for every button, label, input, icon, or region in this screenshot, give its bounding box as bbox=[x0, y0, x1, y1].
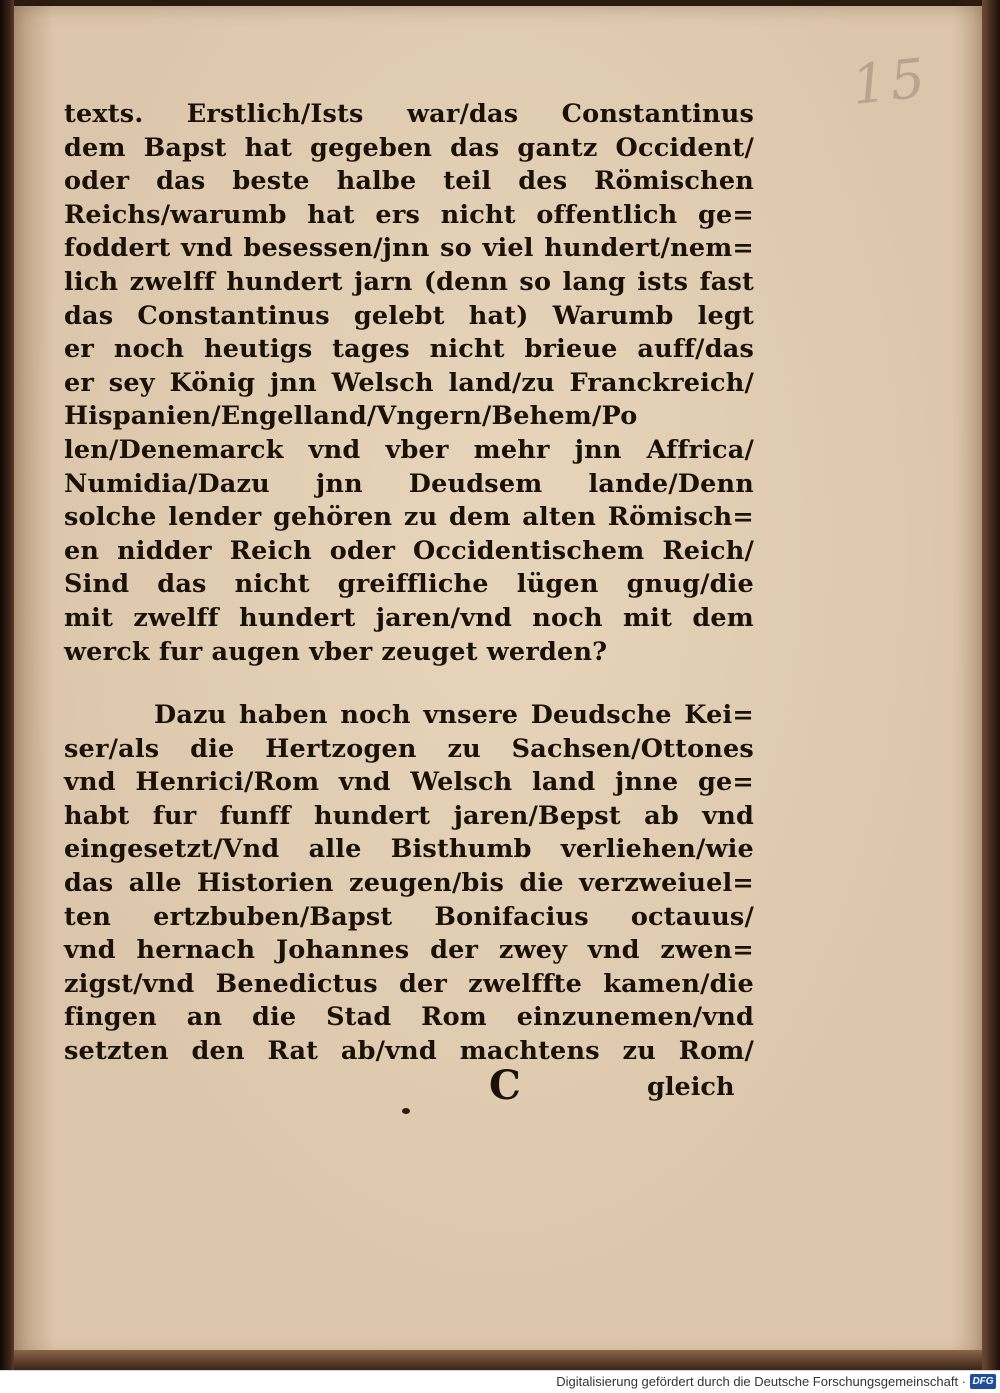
text-line: eingesetzt/Vnd alle Bisthumb verliehen/wie bbox=[64, 834, 754, 865]
text-line: lich zwelff hundert jarn (denn so lang ists fast bbox=[64, 266, 754, 297]
text-line: das Constantinus gelebt hat) Warumb legt bbox=[64, 300, 754, 331]
text-line: werck fur augen vber zeuget werden? bbox=[64, 636, 608, 667]
text-line: mit zwelff hundert jaren/vnd noch mit dem bbox=[64, 602, 754, 633]
text-line: er sey König jnn Welsch land/zu Franckreich/ bbox=[64, 367, 754, 398]
catchword: gleich bbox=[647, 1072, 735, 1102]
folio-number: 15 bbox=[848, 46, 932, 117]
dfg-logo-icon: DFG bbox=[970, 1374, 996, 1389]
text-line: vnd hernach Johannes der zwey vnd zwen= bbox=[64, 935, 754, 966]
book-fore-edge bbox=[982, 0, 1000, 1370]
text-line: solche lender gehören zu dem alten Römisch= bbox=[64, 502, 754, 533]
text-line: habt fur funff hundert jaren/Bepst ab vnd bbox=[64, 800, 754, 831]
book-bottom-edge bbox=[14, 1350, 982, 1370]
text-line: ten ertzbuben/Bapst Bonifacius octauus/ bbox=[64, 901, 754, 932]
book-binding-edge bbox=[0, 0, 14, 1370]
text-line: setzten den Rat ab/vnd machtens zu Rom/ bbox=[64, 1036, 754, 1067]
page-footer-marks bbox=[64, 1062, 754, 1109]
paragraph-gap bbox=[64, 669, 754, 699]
signature-mark: C bbox=[489, 1062, 521, 1109]
digitization-footer bbox=[0, 1370, 1000, 1393]
ink-speck bbox=[402, 1108, 410, 1114]
text-line: zigst/vnd Benedictus der zwelffte kamen/die bbox=[64, 968, 754, 999]
text-line: texts. Erstlich/Ists war/das Constantinus bbox=[64, 99, 754, 129]
paragraph-1 bbox=[64, 98, 754, 669]
text-line: Sind das nicht greiffliche lügen gnug/die bbox=[64, 569, 754, 600]
text-line: Reichs/warumb hat ers nicht offentlich ge= bbox=[64, 199, 754, 230]
text-line: ser/als die Hertzogen zu Sachsen/Ottones bbox=[64, 733, 754, 764]
text-line: Numidia/Dazu jnn Deudsem lande/Denn bbox=[64, 468, 754, 499]
text-line: das alle Historien zeugen/bis die verzweiuel= bbox=[64, 868, 754, 899]
book-page bbox=[14, 6, 982, 1358]
text-line: len/Denemarck vnd vber mehr jnn Affrica/ bbox=[64, 434, 754, 465]
text-line: en nidder Reich oder Occidentischem Reich/ bbox=[64, 535, 754, 566]
text-line: fingen an die Stad Rom einzunemen/vnd bbox=[64, 1002, 754, 1033]
text-line: vnd Henrici/Rom vnd Welsch land jnne ge= bbox=[64, 767, 754, 798]
funding-notice: Digitalisierung gefördert durch die Deutsche Forschungsgemeinschaft · bbox=[556, 1374, 966, 1389]
paragraph-2 bbox=[64, 699, 754, 1069]
text-line: oder das beste halbe teil des Römischen bbox=[64, 166, 754, 197]
text-block bbox=[64, 98, 754, 1069]
text-line: foddert vnd besessen/jnn so viel hundert/nem= bbox=[64, 233, 754, 264]
text-line: er noch heutigs tages nicht brieue auff/das bbox=[64, 334, 754, 365]
text-line: Hispanien/Engelland/Vngern/Behem/Po bbox=[64, 401, 638, 432]
text-line: dem Bapst hat gegeben das gantz Occident/ bbox=[64, 132, 754, 163]
text-line: Dazu haben noch vnsere Deudsche Kei= bbox=[154, 700, 754, 731]
